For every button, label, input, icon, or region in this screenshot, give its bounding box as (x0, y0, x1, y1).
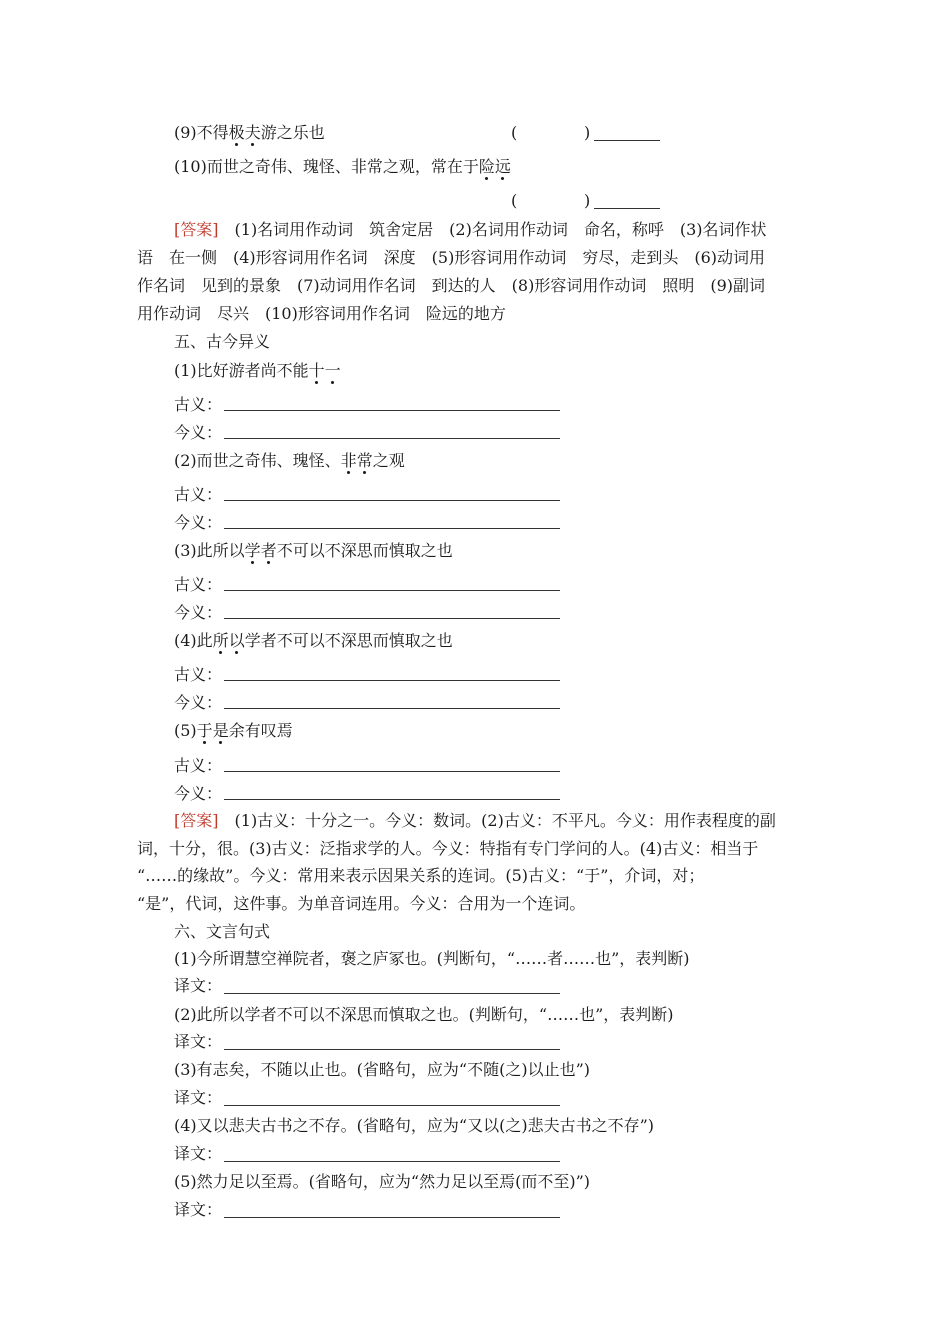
item-text: 学者不可以不深思而慎取之也 (244, 631, 453, 650)
label-ancient: 古义： (174, 665, 223, 684)
answer-line: 词，十分，很。(3)古义：泛指求学的人。今义：特指有专门学问的人。(4)古义：相当于 (137, 839, 759, 858)
emphasis-char: 非 (340, 451, 357, 470)
sentence-item: (1)今所谓慧空禅院者，褒之庐冢也。(判断句，“……者……也”，表判断) (174, 949, 690, 968)
label-translate: 译文： (174, 1200, 223, 1219)
answer-line (174, 810, 776, 832)
answer-line: 作名词 见到的景象 (7)动词用作名词 到达的人 (8)形容词用作动词 照明 (9)副词 (137, 276, 765, 295)
item-text: (4)此 (174, 631, 213, 650)
question-item-9 (174, 122, 325, 144)
item-text: (3)此所以 (174, 541, 245, 560)
item-text: (10)而世之奇伟、瑰怪、非常之观，常在于 (174, 157, 479, 176)
blank-modern[interactable] (224, 618, 560, 619)
emphasis-char: 是 (212, 721, 229, 740)
blank-ancient[interactable] (224, 500, 560, 501)
answer-blank[interactable] (594, 140, 660, 141)
label-ancient: 古义： (174, 485, 223, 504)
emphasis-char: 险 (478, 157, 495, 176)
label-ancient: 古义： (174, 575, 223, 594)
blank-ancient[interactable] (224, 680, 560, 681)
label-modern: 今义： (174, 603, 223, 622)
sentence-item: (5)然力足以至焉。(省略句，应为“然力足以至焉(而不至)”) (174, 1172, 590, 1191)
item-text: (2)而世之奇伟、瑰怪、 (174, 451, 341, 470)
blank-modern[interactable] (224, 528, 560, 529)
question-item-10 (174, 156, 511, 178)
item-text: 余有叹焉 (228, 721, 293, 740)
item-text: (9)不得 (174, 123, 229, 142)
answer-tag: [答案] (174, 220, 219, 239)
label-modern: 今义： (174, 513, 223, 532)
item-text: 之观 (372, 451, 405, 470)
emphasis-char: 一 (324, 361, 341, 380)
blank-translate[interactable] (224, 1217, 560, 1218)
answer-paren-close: ) (584, 191, 591, 210)
blank-translate[interactable] (224, 1105, 560, 1106)
question-item (174, 720, 293, 742)
blank-ancient[interactable] (224, 771, 560, 772)
answer-line: 用作动词 尽兴 (10)形容词用作名词 险远的地方 (137, 304, 506, 323)
section-heading: 六、文言句式 (174, 922, 271, 941)
emphasis-char: 远 (494, 157, 511, 176)
label-translate: 译文： (174, 1032, 223, 1051)
question-item (174, 630, 453, 652)
emphasis-char: 以 (228, 631, 245, 650)
label-modern: 今义： (174, 423, 223, 442)
label-ancient: 古义： (174, 395, 223, 414)
label-modern: 今义： (174, 784, 223, 803)
answer-line: “是”，代词，这件事。为单音词连用。今义：合用为一个连词。 (137, 894, 586, 913)
answer-blank[interactable] (594, 208, 660, 209)
answer-paren-open: ( (511, 123, 518, 142)
emphasis-char: 于 (196, 721, 213, 740)
emphasis-char: 常 (356, 451, 373, 470)
label-translate: 译文： (174, 1144, 223, 1163)
answer-line: 语 在一侧 (4)形容词用作名词 深度 (5)形容词用作动词 穷尽，走到头 (6)动词用 (137, 248, 765, 267)
blank-modern[interactable] (224, 438, 560, 439)
sentence-item: (2)此所以学者不可以不深思而慎取之也。(判断句，“……也”，表判断) (174, 1005, 674, 1024)
label-modern: 今义： (174, 693, 223, 712)
section-heading: 五、古今异义 (174, 332, 271, 351)
blank-translate[interactable] (224, 993, 560, 994)
blank-translate[interactable] (224, 1161, 560, 1162)
label-ancient: 古义： (174, 756, 223, 775)
blank-modern[interactable] (224, 799, 560, 800)
label-translate: 译文： (174, 1088, 223, 1107)
emphasis-char: 所 (212, 631, 229, 650)
label-translate: 译文： (174, 976, 223, 995)
answer-paren-open: ( (511, 191, 518, 210)
answer-line (174, 219, 767, 241)
question-item (174, 450, 405, 472)
blank-modern[interactable] (224, 708, 560, 709)
answer-tag: [答案] (174, 811, 219, 830)
item-text: 不可以不深思而慎取之也 (276, 541, 453, 560)
question-item (174, 360, 341, 382)
answer-paren-close: ) (584, 123, 591, 142)
emphasis-char: 学 (244, 541, 261, 560)
blank-ancient[interactable] (224, 590, 560, 591)
item-text: 游之乐也 (260, 123, 325, 142)
blank-ancient[interactable] (224, 410, 560, 411)
emphasis-char: 极 (228, 123, 245, 142)
item-text: (5) (174, 721, 197, 740)
emphasis-char: 十 (308, 361, 325, 380)
answer-text: (1)古义：十分之一。今义：数词。(2)古义：不平凡。今义：用作表程度的副 (234, 811, 776, 830)
emphasis-char: 夫 (244, 123, 261, 142)
item-text: (1)比好游者尚不能 (174, 361, 309, 380)
blank-translate[interactable] (224, 1049, 560, 1050)
answer-text: (1)名词用作动词 筑舍定居 (2)名词用作动词 命名，称呼 (3)名词作状 (234, 220, 767, 239)
answer-line: “……的缘故”。今义：常用来表示因果关系的连词。(5)古义：“于”，介词，对； (137, 866, 705, 885)
question-item (174, 540, 453, 562)
sentence-item: (3)有志矣，不随以止也。(省略句，应为“不随(之)以止也”) (174, 1060, 590, 1079)
sentence-item: (4)又以悲夫古书之不存。(省略句，应为“又以(之)悲夫古书之不存”) (174, 1116, 654, 1135)
emphasis-char: 者 (260, 541, 277, 560)
